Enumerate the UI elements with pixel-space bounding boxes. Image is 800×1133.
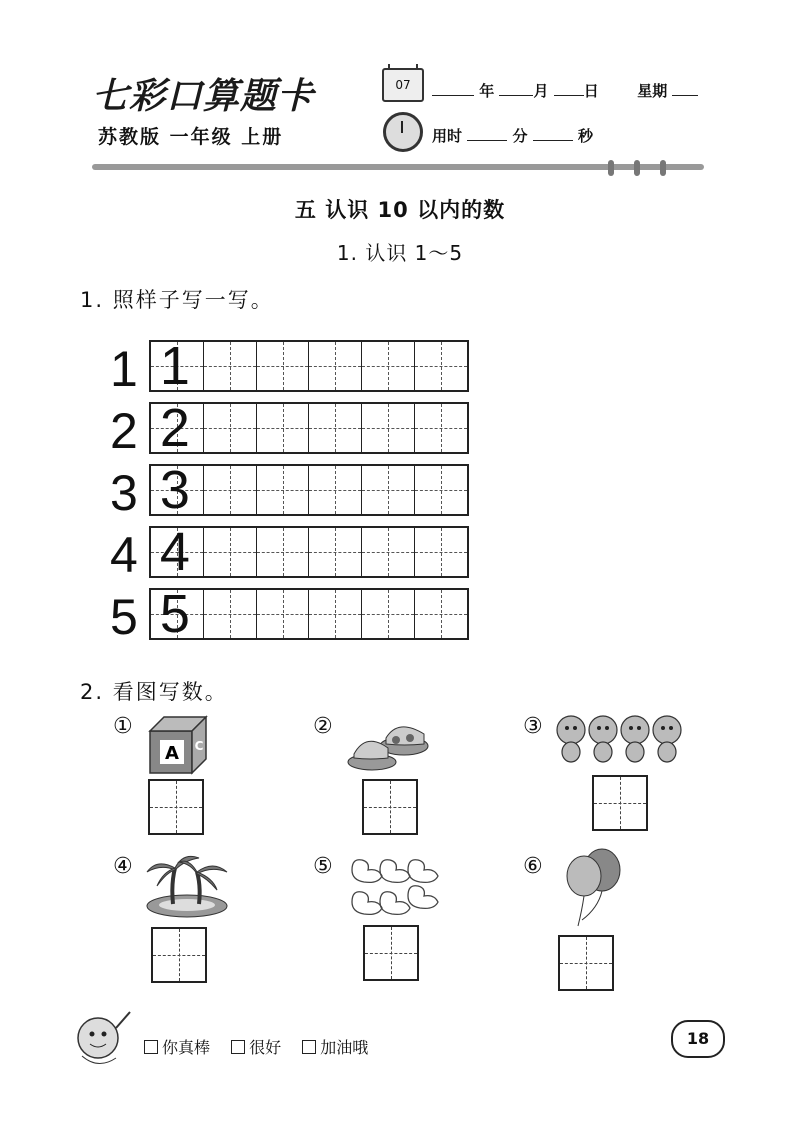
- minutes-label: 分: [512, 127, 528, 145]
- writing-cell[interactable]: [204, 342, 257, 390]
- answer-box[interactable]: [148, 779, 204, 835]
- writing-cell[interactable]: [415, 466, 467, 514]
- item-number: ③: [523, 714, 543, 739]
- item-number: ①: [113, 714, 133, 739]
- writing-grid-row: [149, 584, 469, 644]
- answer-box[interactable]: [363, 925, 419, 981]
- seconds-label: 秒: [577, 127, 593, 145]
- time-line: [432, 125, 593, 146]
- writing-cell[interactable]: [415, 404, 467, 452]
- writing-cell[interactable]: [415, 590, 467, 638]
- q2-title: 2. 看图写数。: [80, 680, 228, 704]
- item-number: ⑤: [313, 854, 333, 879]
- month-label: 月: [533, 82, 549, 100]
- rating-label: 加油哦: [320, 1038, 369, 1057]
- writing-cell[interactable]: [309, 342, 362, 390]
- writing-cell[interactable]: [257, 590, 310, 638]
- writing-grid-row: [149, 522, 469, 582]
- divider-pin-icon: [634, 160, 640, 176]
- writing-cell[interactable]: [309, 528, 362, 576]
- day-label: 日: [583, 82, 599, 100]
- model-cell: [151, 336, 204, 396]
- divider-pin-icon: [608, 160, 614, 176]
- answer-box[interactable]: [558, 935, 614, 991]
- rating-checkbox[interactable]: [302, 1040, 316, 1054]
- writing-grid-row: [149, 460, 469, 520]
- date-line: [432, 80, 698, 101]
- model-cell: [151, 522, 204, 582]
- model-cell: [151, 584, 204, 644]
- page-number: 18: [671, 1020, 725, 1058]
- writing-cell[interactable]: [362, 404, 415, 452]
- time-used-label: 用时: [432, 127, 463, 145]
- shoes-icon: [346, 714, 430, 772]
- model-digit: 3: [159, 460, 190, 520]
- rating-options: [144, 1035, 384, 1058]
- model-digit: 2: [159, 398, 190, 458]
- writing-cell[interactable]: [415, 342, 467, 390]
- block-letter-a: A: [165, 743, 179, 764]
- writing-cell[interactable]: [204, 528, 257, 576]
- month-blank[interactable]: [499, 81, 533, 96]
- answer-box[interactable]: [362, 779, 418, 835]
- writing-cell[interactable]: [309, 590, 362, 638]
- model-cell: [151, 398, 204, 458]
- item-number: ②: [313, 714, 333, 739]
- calendar-day: 07: [395, 78, 411, 92]
- writing-cell[interactable]: [257, 342, 310, 390]
- writing-cell[interactable]: [257, 528, 310, 576]
- row-label: 5: [110, 589, 138, 645]
- block-icon: [146, 713, 210, 775]
- divider-pin-icon: [660, 160, 666, 176]
- q1-title: 1. 照样子写一写。: [80, 288, 274, 312]
- writing-cell[interactable]: [309, 404, 362, 452]
- balloons-icon: [560, 848, 626, 928]
- writing-cell[interactable]: [257, 466, 310, 514]
- writing-grid-row: [149, 398, 469, 458]
- answer-box[interactable]: [592, 775, 648, 831]
- block-letter-c: C: [194, 739, 204, 753]
- writing-cell[interactable]: [362, 528, 415, 576]
- day-blank[interactable]: [554, 81, 584, 96]
- writing-cell[interactable]: [362, 342, 415, 390]
- calendar-icon: [382, 68, 424, 102]
- rating-label: 你真棒: [162, 1038, 211, 1057]
- model-cell: [151, 460, 204, 520]
- writing-cell[interactable]: [309, 466, 362, 514]
- model-digit: 5: [159, 584, 190, 644]
- row-label: 3: [110, 465, 138, 521]
- writing-cell[interactable]: [415, 528, 467, 576]
- model-digit: 1: [159, 336, 190, 396]
- edition-label: 苏教版 一年级 上册: [98, 126, 284, 148]
- item-number: ⑥: [523, 854, 543, 879]
- rating-label: 很好: [249, 1038, 282, 1057]
- writing-cell[interactable]: [362, 466, 415, 514]
- item-number: ④: [113, 854, 133, 879]
- model-digit: 4: [159, 522, 190, 582]
- minutes-blank[interactable]: [467, 126, 507, 141]
- palm-trees-icon: [143, 850, 231, 920]
- writing-cell[interactable]: [204, 466, 257, 514]
- clock-icon: [383, 112, 423, 152]
- ducks-icon: [346, 850, 450, 920]
- lesson-title: 1. 认识 1～5: [336, 241, 464, 265]
- answer-box[interactable]: [151, 927, 207, 983]
- unit-title: 五 认识 10 以内的数: [294, 198, 506, 222]
- rating-checkbox[interactable]: [144, 1040, 158, 1054]
- writing-cell[interactable]: [362, 590, 415, 638]
- row-label: 1: [110, 341, 138, 397]
- seconds-blank[interactable]: [533, 126, 573, 141]
- writing-grid-row: [149, 336, 469, 396]
- year-label: 年: [479, 82, 495, 100]
- writing-cell[interactable]: [204, 590, 257, 638]
- writing-cell[interactable]: [257, 404, 310, 452]
- row-label: 2: [110, 403, 138, 459]
- rating-checkbox[interactable]: [231, 1040, 245, 1054]
- row-label: 4: [110, 527, 138, 583]
- weekday-blank[interactable]: [672, 81, 698, 96]
- brand-logo: 七彩口算题卡: [92, 75, 315, 117]
- chicks-icon: [553, 710, 693, 772]
- year-blank[interactable]: [432, 81, 474, 96]
- weekday-label: 星期: [637, 82, 668, 100]
- mascot-icon: [72, 1008, 136, 1070]
- writing-cell[interactable]: [204, 404, 257, 452]
